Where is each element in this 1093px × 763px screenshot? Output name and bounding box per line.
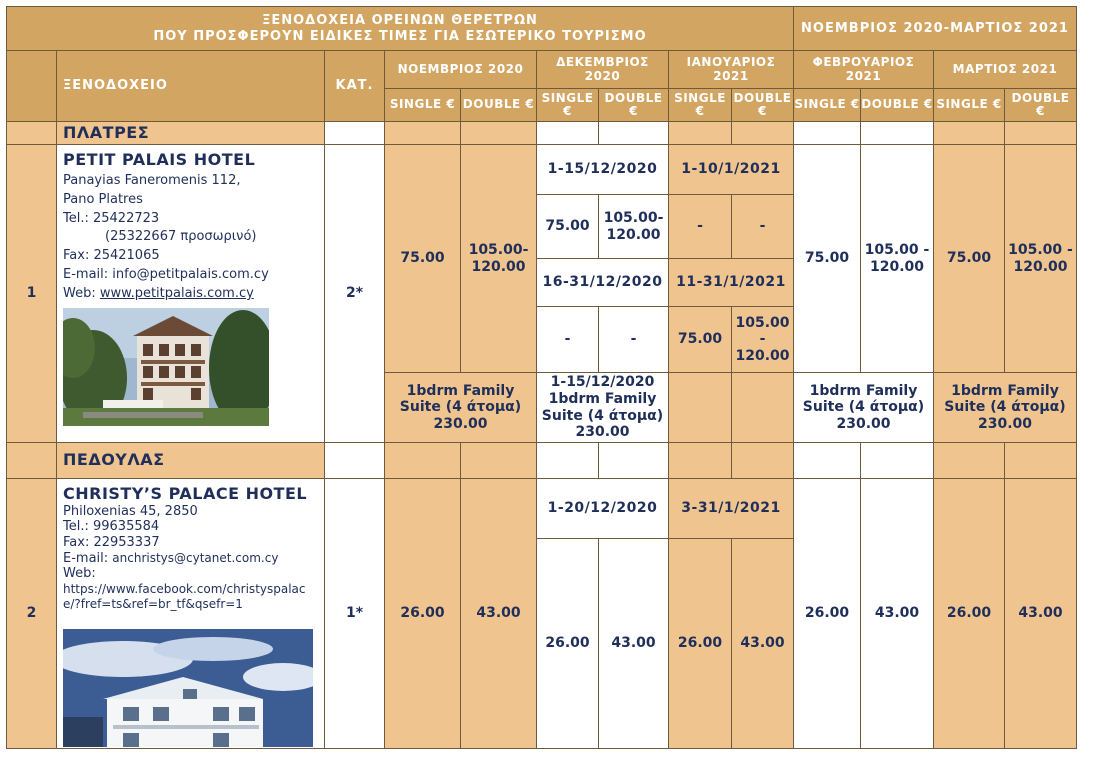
feb-double-header: DOUBLE € [861, 89, 934, 122]
hotel-1-jan-p1-double: - [732, 195, 794, 259]
title-line-2: ΠΟΥ ΠΡΟΣΦΕΡΟΥΝ ΕΙΔΙΚΕΣ ΤΙΜΕΣ ΓΙΑ ΕΣΩΤΕΡΙΚΟ ΤΟΥΡΙΣΜΟ [153, 28, 647, 44]
hotel-2-jan-single: 26.00 [669, 539, 732, 749]
hotel-2-photo-image [63, 629, 313, 747]
month-november: ΝΟΕΜΒΡΙΟΣ 2020 [385, 51, 537, 89]
hotel-2-email-row [63, 551, 318, 567]
hotel-1-feb-double: 105.00 - 120.00 [861, 145, 934, 373]
section-cell [669, 443, 732, 479]
section-cell [7, 443, 57, 479]
section-cell [461, 443, 537, 479]
hotel-2-address: Philoxenias 45, 2850 [63, 503, 198, 519]
jan-double-header: DOUBLE € [732, 89, 794, 122]
hotel-2-jan-period: 3-31/1/2021 [669, 479, 794, 539]
hotel-2-web-label: Web: [63, 566, 96, 582]
hotel-2-dec-period: 1-20/12/2020 [537, 479, 669, 539]
month-march: ΜΑΡΤΙΟΣ 2021 [934, 51, 1077, 89]
hotel-1-jan-p2-single: 75.00 [669, 307, 732, 373]
title-line-1: ΞΕΝΟΔΟΧΕΙΑ ΟΡΕΙΝΩΝ ΘΕΡΕΤΡΩΝ [262, 13, 538, 29]
month-december: ΔΕΚΕΜΒΡΙΟΣ 2020 [537, 51, 669, 89]
hotel-1-web-link[interactable]: www.petitpalais.com.cy [99, 285, 254, 301]
cell [669, 373, 732, 443]
hotel-2-fax: Fax: 22953337 [63, 535, 160, 551]
rates-table [6, 6, 1077, 749]
hotel-1-mar-single: 75.00 [934, 145, 1005, 373]
hotel-2-name: CHRISTY’S PALACE HOTEL [63, 484, 308, 503]
hotel-2-jan-double: 43.00 [732, 539, 794, 749]
hotel-1-mar-suite: 1bdrm Family Suite (4 άτομα) 230.00 [934, 373, 1077, 443]
hotel-1-info [57, 145, 325, 443]
hotel-2-number: 2 [7, 479, 57, 749]
cell [732, 373, 794, 443]
hotel-1-jan-p1-single: - [669, 195, 732, 259]
section-cell [1005, 122, 1077, 145]
hotel-1-photo-image [63, 308, 269, 426]
hotel-1-name: PETIT PALAIS HOTEL [63, 150, 256, 169]
hotel-1-number: 1 [7, 145, 57, 443]
hotel-1-email: E-mail: info@petitpalais.com.cy [63, 267, 269, 283]
section-cell [794, 122, 861, 145]
hotel-1-dec-p1-single: 75.00 [537, 195, 599, 259]
hotel-2-nov-single: 26.00 [385, 479, 461, 749]
hotel-1-feb-suite: 1bdrm Family Suite (4 άτομα) 230.00 [794, 373, 934, 443]
section-cell [537, 443, 599, 479]
section-cell [1005, 443, 1077, 479]
hotel-2-mar-double: 43.00 [1005, 479, 1077, 749]
col-number-header [7, 51, 57, 122]
hotel-1-nov-single: 75.00 [385, 145, 461, 373]
hotel-2-feb-single: 26.00 [794, 479, 861, 749]
hotel-2-nov-double: 43.00 [461, 479, 537, 749]
section-cell [934, 122, 1005, 145]
hotel-1-jan-p2-double: 105.00 - 120.00 [732, 307, 794, 373]
hotel-1-jan-period-2: 11-31/1/2021 [669, 259, 794, 307]
hotel-2-email-label: E-mail: [63, 550, 113, 566]
hotel-2-tel: Tel.: 99635584 [63, 519, 160, 535]
mar-single-header: SINGLE € [934, 89, 1005, 122]
hotel-1-tel: Tel.: 25422723 [63, 210, 160, 226]
section-cell [325, 443, 385, 479]
hotel-1-nov-double: 105.00-120.00 [461, 145, 537, 373]
section-cell [794, 443, 861, 479]
section-cell [732, 122, 794, 145]
hotel-1-address-2: Pano Platres [63, 191, 143, 207]
section-platres: ΠΛΑΤΡΕΣ [57, 122, 325, 145]
hotel-2-mar-single: 26.00 [934, 479, 1005, 749]
hotel-2-photo [63, 629, 313, 747]
section-cell [385, 443, 461, 479]
nov-double-header: DOUBLE € [461, 89, 537, 122]
hotel-1-dec-suite: 1-15/12/2020 1bdrm Family Suite (4 άτομα) 230.00 [537, 373, 669, 443]
section-cell [599, 443, 669, 479]
month-february: ΦΕΒΡΟΥΑΡΙΟΣ 2021 [794, 51, 934, 89]
hotel-2-dec-double: 43.00 [599, 539, 669, 749]
section-pedoulas: ΠΕΔΟΥΛΑΣ [57, 443, 325, 479]
section-cell [861, 122, 934, 145]
hotel-1-fax: Fax: 25421065 [63, 248, 160, 264]
table-title [7, 7, 794, 51]
col-category-header: ΚΑΤ. [325, 51, 385, 122]
hotel-1-feb-single: 75.00 [794, 145, 861, 373]
hotel-1-nov-suite: 1bdrm Family Suite (4 άτομα) 230.00 [385, 373, 537, 443]
dec-double-header: DOUBLE € [599, 89, 669, 122]
hotel-2-category: 1* [325, 479, 385, 749]
hotel-2-dec-single: 26.00 [537, 539, 599, 749]
section-cell [732, 443, 794, 479]
hotel-1-category: 2* [325, 145, 385, 443]
hotel-1-dec-period-2: 16-31/12/2020 [537, 259, 669, 307]
mar-double-header: DOUBLE € [1005, 89, 1077, 122]
hotel-1-address-1: Panayias Faneromenis 112, [63, 172, 241, 188]
period-header: ΝΟΕΜΒΡΙΟΣ 2020-ΜΑΡΤΙΟΣ 2021 [794, 7, 1077, 51]
feb-single-header: SINGLE € [794, 89, 861, 122]
hotel-2-feb-double: 43.00 [861, 479, 934, 749]
section-cell [461, 122, 537, 145]
section-cell [7, 122, 57, 145]
section-cell [861, 443, 934, 479]
col-hotel-header: ΞΕΝΟΔΟΧΕΙΟ [57, 51, 325, 122]
section-cell [325, 122, 385, 145]
dec-single-header: SINGLE € [537, 89, 599, 122]
hotel-2-email[interactable]: anchristys@cytanet.com.cy [112, 550, 279, 565]
hotel-1-tel-temp: (25322667 προσωρινό) [105, 229, 257, 245]
nov-single-header: SINGLE € [385, 89, 461, 122]
hotel-1-dec-period-1: 1-15/12/2020 [537, 145, 669, 195]
hotel-1-photo [63, 308, 269, 426]
hotel-1-dec-p2-single: - [537, 307, 599, 373]
hotel-1-dec-p2-double: - [599, 307, 669, 373]
hotel-1-web-row [63, 285, 318, 304]
hotel-2-info [57, 479, 325, 749]
hotel-1-web-label: Web: [63, 285, 100, 301]
month-january: ΙΑΝΟΥΑΡΙΟΣ 2021 [669, 51, 794, 89]
jan-single-header: SINGLE € [669, 89, 732, 122]
hotel-1-mar-double: 105.00 - 120.00 [1005, 145, 1077, 373]
section-cell [599, 122, 669, 145]
section-cell [669, 122, 732, 145]
section-cell [385, 122, 461, 145]
hotel-2-web-link[interactable]: https://www.facebook.com/christyspalace/?fref=ts&ref=br_tf&qsefr=1 [63, 581, 306, 612]
hotel-1-dec-p1-double: 105.00-120.00 [599, 195, 669, 259]
section-cell [537, 122, 599, 145]
hotel-1-jan-period-1: 1-10/1/2021 [669, 145, 794, 195]
section-cell [934, 443, 1005, 479]
